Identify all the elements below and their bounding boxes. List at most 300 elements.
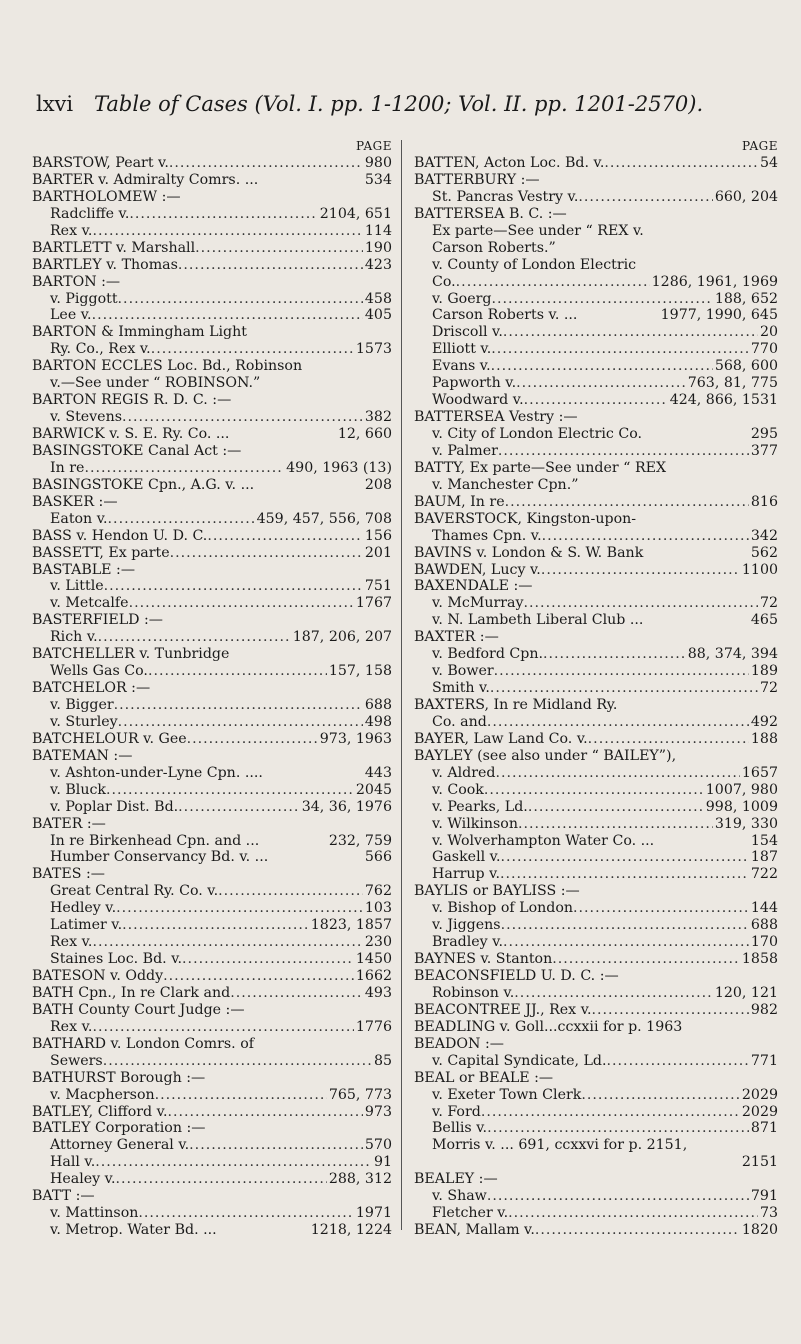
page-reference: 765, 773 [328, 1086, 392, 1103]
page-reference: 534 [364, 171, 392, 188]
page-reference: 562 [750, 544, 778, 561]
index-entry [32, 799, 392, 816]
page-reference: 12, 660 [337, 426, 392, 442]
entry-text: Hedley v. [50, 900, 117, 917]
index-entry [414, 883, 778, 900]
leader-dots [552, 951, 740, 968]
page-reference: 208 [364, 476, 392, 493]
index-entry [414, 748, 778, 765]
index-entry [414, 1019, 778, 1036]
left-entries [32, 155, 392, 1239]
page-reference: 1858 [741, 951, 778, 968]
entry-text: Healey v. [50, 1171, 116, 1188]
index-entry [414, 358, 778, 375]
page-reference: 492 [750, 713, 778, 730]
page-reference: 791 [750, 1188, 778, 1205]
leader-dots [116, 1171, 327, 1188]
page-reference: 763, 81, 775 [687, 375, 778, 392]
entry-text: Elliott v. [432, 341, 492, 358]
page-reference: 405 [364, 307, 392, 324]
index-entry [32, 663, 392, 680]
entry-text: BARWICK v. S. E. Ry. Co. ... [32, 426, 230, 442]
entry-text: BAYLEY (see also under “ BAILEY”), [414, 747, 677, 764]
entry-text: v. Wolverhampton Water Co. ... [432, 832, 655, 849]
leader-dots [498, 443, 749, 460]
entry-text: BASKER :— [32, 493, 118, 510]
index-entry [32, 562, 392, 579]
left-column [32, 138, 392, 1239]
leader-dots [155, 1087, 327, 1104]
index-entry [32, 189, 392, 206]
index-entry [32, 849, 392, 866]
index-entry [32, 1154, 392, 1171]
index-entry [414, 206, 778, 223]
entry-text: St. Pancras Vestry v. [432, 188, 579, 205]
leader-dots [122, 409, 363, 426]
page-reference: 498 [364, 713, 392, 730]
index-entry [414, 697, 778, 714]
page-reference: 568, 600 [714, 358, 778, 375]
index-entry [414, 951, 778, 968]
entry-text: BASTABLE :— [32, 561, 136, 578]
entry-text: v. Mattinson [50, 1205, 139, 1222]
entry-text: v. Sturley [50, 713, 118, 730]
entry-text: Co. [432, 273, 456, 290]
leader-dots [114, 697, 363, 714]
page-reference: 570 [364, 1137, 392, 1154]
entry-text: BAUM, In re [414, 493, 505, 510]
leader-dots [98, 629, 291, 646]
index-entry [414, 1171, 778, 1188]
leader-dots [207, 528, 363, 545]
page-reference: 762 [364, 883, 392, 900]
index-entry [32, 341, 392, 358]
entry-text: BEADON :— [414, 1035, 504, 1052]
leader-dots [543, 646, 686, 663]
entry-text: BATHARD v. London Comrs. of [32, 1035, 254, 1052]
index-entry [414, 172, 778, 189]
column-divider [401, 140, 402, 1230]
right-page-label: PAGE [742, 139, 778, 153]
page-reference: 423 [364, 256, 392, 273]
index-entry [32, 629, 392, 646]
index-entry [414, 799, 778, 816]
index-entry [414, 714, 778, 731]
page-reference: 490, 1963 (13) [286, 459, 392, 476]
page-reference: 459, 457, 556, 708 [256, 510, 392, 527]
entry-text: v. Stevens [50, 409, 122, 426]
entry-text: BATER :— [32, 815, 106, 832]
entry-text: Robinson v. [432, 984, 515, 1001]
entry-text: Thames Cpn. v. [432, 527, 542, 544]
entry-text: BARTON REGIS R. D. C. :— [32, 392, 232, 409]
index-entry [414, 1188, 778, 1205]
entry-text: Carson Roberts.” [432, 239, 556, 256]
entry-text: BAXENDALE :— [414, 578, 533, 595]
index-entry [414, 1104, 778, 1121]
index-entry [32, 545, 392, 562]
entry-text: BEAN, Mallam v. [414, 1222, 535, 1239]
leader-dots [501, 917, 749, 934]
index-entry [414, 494, 778, 511]
entry-text: Morris v. ... 691, ccxxvi for p. 2151, [432, 1137, 688, 1154]
entry-text: Smith v. [432, 680, 490, 697]
entry-text: BATCHELLER v. Tunbridge [32, 646, 230, 663]
entry-text: v. County of London Electric [432, 256, 637, 273]
page-reference: 982 [750, 1001, 778, 1018]
entry-text: BATEMAN :— [32, 747, 133, 764]
entry-text: v. Palmer [432, 442, 498, 459]
index-entry [32, 477, 392, 494]
entry-text: Sewers [50, 1052, 103, 1069]
entry-text: Driscoll v. [432, 324, 503, 341]
entry-text: Carson Roberts v. ... [432, 307, 578, 324]
leader-dots [116, 900, 363, 917]
index-entry [414, 849, 778, 866]
leader-dots [491, 341, 749, 358]
index-entry [414, 1205, 778, 1222]
page-reference: 85 [373, 1052, 392, 1069]
leader-dots [487, 1120, 749, 1137]
entry-text: BAYNES v. Stanton [414, 951, 553, 968]
index-entry [32, 511, 392, 528]
entry-text: Humber Conservancy Bd. v. ... [50, 849, 269, 866]
index-entry [32, 900, 392, 917]
entry-text: v. Little [50, 578, 104, 595]
index-entry [32, 883, 392, 900]
page-reference: 1007, 980 [705, 781, 778, 798]
index-entry [32, 1087, 392, 1104]
entry-text: Great Central Ry. Co. v. [50, 883, 219, 900]
index-entry [414, 646, 778, 663]
leader-dots [182, 951, 354, 968]
left-page-label: PAGE [356, 139, 392, 153]
index-entry [32, 494, 392, 511]
entry-text: v. Metrop. Water Bd. ... [50, 1222, 217, 1239]
entry-text: v.—See under “ ROBINSON.” [50, 375, 261, 392]
leader-dots [581, 1087, 740, 1104]
page-reference: 382 [364, 409, 392, 426]
page-reference: 1776 [355, 1018, 392, 1035]
index-entry [414, 375, 778, 392]
page-reference: 1450 [355, 951, 392, 968]
leader-dots [487, 714, 749, 731]
index-entry [32, 1120, 392, 1137]
entry-text: v. N. Lambeth Liberal Club ... [432, 612, 644, 629]
index-entry [32, 765, 392, 782]
page-reference: 72 [759, 595, 778, 612]
index-entry [414, 968, 778, 985]
right-entries [414, 155, 778, 1239]
index-entry [32, 1205, 392, 1222]
page-reference: 980 [364, 155, 392, 171]
leader-dots [169, 155, 363, 172]
index-entry [414, 477, 778, 494]
entry-text: BATH County Court Judge :— [32, 1001, 245, 1018]
page-reference: 2029 [741, 1103, 778, 1120]
entry-text: Harrup v. [432, 866, 500, 883]
entry-text: BASINGSTOKE Canal Act :— [32, 442, 242, 459]
entry-text: BARTLETT v. Marshall [32, 239, 196, 256]
index-entry [32, 816, 392, 833]
entry-text: Rex v. [50, 934, 93, 951]
index-entry [414, 528, 778, 545]
entry-text: BEALEY :— [414, 1171, 498, 1188]
index-entry [414, 443, 778, 460]
entry-text: BEAL or BEALE :— [414, 1069, 554, 1086]
leader-dots [505, 494, 749, 511]
entry-text: v. Aldred [432, 764, 496, 781]
index-entry [414, 460, 778, 477]
entry-text: v. Metcalfe [50, 595, 129, 612]
leader-dots [189, 1137, 363, 1154]
leader-dots [516, 375, 686, 392]
index-entry [32, 578, 392, 595]
entry-text: BASS v. Hendon U. D. C. [32, 527, 208, 544]
page-reference: 465 [750, 612, 778, 629]
page-reference: 2045 [355, 781, 392, 798]
page-reference: 72 [759, 680, 778, 697]
index-entry [32, 985, 392, 1002]
index-entry [414, 731, 778, 748]
leader-dots [492, 291, 713, 308]
page-reference: 443 [364, 764, 392, 781]
entry-text: Radcliffe v. [50, 205, 130, 222]
entry-text: In re [50, 459, 85, 476]
leader-dots [528, 799, 704, 816]
leader-dots [129, 206, 317, 223]
index-entry [32, 1171, 392, 1188]
entry-text: BATLEY Corporation :— [32, 1120, 206, 1137]
index-entry [414, 765, 778, 782]
index-entry [414, 291, 778, 308]
index-entry [414, 223, 778, 240]
page-reference: 156 [364, 527, 392, 544]
index-entry [414, 392, 778, 409]
page-reference: 88, 374, 394 [687, 646, 778, 663]
index-entry [32, 714, 392, 731]
index-entry [414, 629, 778, 646]
page-reference: 1662 [355, 968, 392, 984]
entry-text: Papworth v. [432, 375, 517, 392]
entry-text: BAWDEN, Lucy v. [414, 561, 541, 578]
leader-dots [524, 392, 668, 409]
index-entry [414, 341, 778, 358]
leader-dots [170, 545, 363, 562]
index-entry [32, 291, 392, 308]
index-entry [32, 274, 392, 291]
entry-text: v. Bishop of London [432, 900, 574, 917]
entry-text: Latimer v. [50, 917, 123, 934]
index-entry [414, 680, 778, 697]
entry-text: BATES :— [32, 866, 105, 883]
entry-text: Rich v. [50, 629, 98, 646]
entry-text: BATTERBURY :— [414, 171, 540, 188]
index-entry [414, 833, 778, 850]
entry-text: Rex v. [50, 1018, 93, 1035]
page-reference: 319, 330 [714, 815, 778, 832]
index-entry [32, 172, 392, 189]
page-reference: 187, 206, 207 [292, 629, 392, 646]
index-entry [32, 155, 392, 172]
index-entry [414, 985, 778, 1002]
index-entry [32, 1036, 392, 1053]
page-reference: 188 [750, 730, 778, 747]
leader-dots [92, 1019, 353, 1036]
entry-text: BAXTERS, In re Midland Ry. [414, 697, 618, 713]
page-reference: 34, 36, 1976 [301, 798, 392, 815]
entry-text: Lee v. [50, 307, 92, 324]
leader-dots [503, 324, 758, 341]
leader-dots [501, 849, 749, 866]
entry-text: BATTEN, Acton Loc. Bd. v. [414, 155, 605, 171]
index-entry [32, 917, 392, 934]
leader-dots [230, 985, 363, 1002]
entry-text: BEACONTREE JJ., Rex v. [414, 1001, 592, 1018]
page-reference: 2104, 651 [319, 205, 392, 222]
page-reference: 1823, 1857 [310, 917, 392, 934]
page-reference: 342 [750, 527, 778, 544]
leader-dots [92, 223, 362, 240]
entry-text: BATLEY, Clifford v. [32, 1103, 168, 1120]
page-reference: 190 [364, 239, 392, 256]
entry-text: Bellis v. [432, 1120, 488, 1137]
index-entry [32, 1053, 392, 1070]
index-entry [414, 612, 778, 629]
index-entry [414, 934, 778, 951]
page-reference: 816 [750, 493, 778, 510]
entry-text: Bradley v. [432, 934, 504, 951]
leader-dots [578, 189, 712, 206]
index-entry [414, 324, 778, 341]
entry-text: BATT :— [32, 1188, 95, 1205]
entry-text: BATHURST Borough :— [32, 1069, 206, 1086]
page-reference: 493 [364, 984, 392, 1001]
entry-text: v. Jiggens [432, 917, 501, 934]
page-reference: 751 [364, 578, 392, 595]
leader-dots [92, 307, 363, 324]
page-reference: 566 [364, 849, 392, 866]
entry-text: Wells Gas Co. [50, 663, 148, 680]
leader-dots [148, 663, 327, 680]
leader-dots [487, 1188, 749, 1205]
leader-dots [456, 274, 650, 291]
page-reference: 189 [750, 663, 778, 680]
index-entry [414, 1222, 778, 1239]
entry-text: v. Bedford Cpn. [432, 646, 544, 663]
leader-dots [92, 934, 362, 951]
index-entry [32, 358, 392, 375]
entry-text: BEACONSFIELD U. D. C. :— [414, 968, 619, 984]
leader-dots [541, 562, 740, 579]
index-entry [32, 257, 392, 274]
entry-text: 2151 [741, 1154, 778, 1171]
index-entry [32, 951, 392, 968]
right-column [414, 138, 778, 1239]
page-reference: 1971 [355, 1205, 392, 1222]
page-header [36, 92, 776, 116]
index-entry [414, 189, 778, 206]
index-entry [32, 426, 392, 443]
entry-text: BARSTOW, Peart v. [32, 155, 169, 171]
entry-text: BATH Cpn., In re Clark and [32, 984, 231, 1001]
index-entry [32, 1188, 392, 1205]
page-reference: 232, 759 [328, 832, 392, 849]
leader-dots [514, 985, 713, 1002]
index-entry [414, 307, 778, 324]
entry-text: BASSETT, Ex parte [32, 544, 170, 561]
entry-text: Staines Loc. Bd. v. [50, 951, 183, 968]
index-entry [32, 375, 392, 392]
index-entry [32, 680, 392, 697]
entry-text: BARTON & Immingham Light [32, 324, 247, 341]
page-reference: 295 [750, 426, 778, 442]
index-entry [414, 155, 778, 172]
entry-text: Eaton v. [50, 510, 108, 527]
leader-dots [108, 511, 255, 528]
index-entry [414, 1070, 778, 1087]
index-entry [414, 562, 778, 579]
leader-dots [129, 595, 354, 612]
index-entry [32, 968, 392, 985]
leader-dots [84, 460, 284, 477]
leader-dots [481, 1104, 740, 1121]
index-entry [32, 1137, 392, 1154]
entry-text: v. Macpherson [50, 1086, 155, 1103]
page-reference: 998, 1009 [705, 798, 778, 815]
leader-dots [573, 900, 749, 917]
entry-text: BATCHELOR :— [32, 680, 151, 697]
leader-dots [122, 917, 309, 934]
entry-text: v. Poplar Dist. Bd. [50, 798, 179, 815]
page-reference: 230 [364, 934, 392, 951]
index-entry [32, 697, 392, 714]
entry-text: BEADLING v. Goll...ccxxii for p. 1963 [414, 1018, 683, 1035]
page-reference: 188, 652 [714, 290, 778, 307]
leader-dots [518, 816, 713, 833]
leader-dots [490, 680, 758, 697]
page-reference: 871 [750, 1120, 778, 1137]
entry-text: v. Exeter Town Clerk [432, 1086, 582, 1103]
leader-dots [218, 883, 363, 900]
index-entry [32, 1002, 392, 1019]
entry-text: v. Shaw [432, 1188, 487, 1205]
index-entry [32, 324, 392, 341]
entry-text: Co. and [432, 713, 487, 730]
page-reference: 1657 [741, 764, 778, 781]
page-reference: 91 [373, 1154, 392, 1171]
entry-text: v. Bluck [50, 781, 106, 798]
page-reference: 688 [364, 697, 392, 713]
page-reference: 424, 866, 1531 [669, 392, 778, 409]
index-entry [32, 206, 392, 223]
index-entry [414, 1154, 778, 1171]
entry-text: BARTHOLOMEW :— [32, 188, 181, 205]
index-entry [32, 223, 392, 240]
index-entry [414, 816, 778, 833]
entry-text: BATTY, Ex parte—See under “ REX [414, 459, 667, 476]
leader-dots [503, 934, 749, 951]
entry-text: BASINGSTOKE Cpn., A.G. v. ... [32, 476, 255, 493]
index-entry [32, 240, 392, 257]
leader-dots [104, 578, 363, 595]
page-reference: 201 [364, 544, 392, 561]
leader-dots [588, 731, 749, 748]
entry-text: v. Bower [432, 663, 494, 680]
index-entry [32, 1104, 392, 1121]
entry-text: BARTON ECCLES Loc. Bd., Robinson [32, 358, 303, 375]
entry-text: v. Goerg [432, 290, 492, 307]
